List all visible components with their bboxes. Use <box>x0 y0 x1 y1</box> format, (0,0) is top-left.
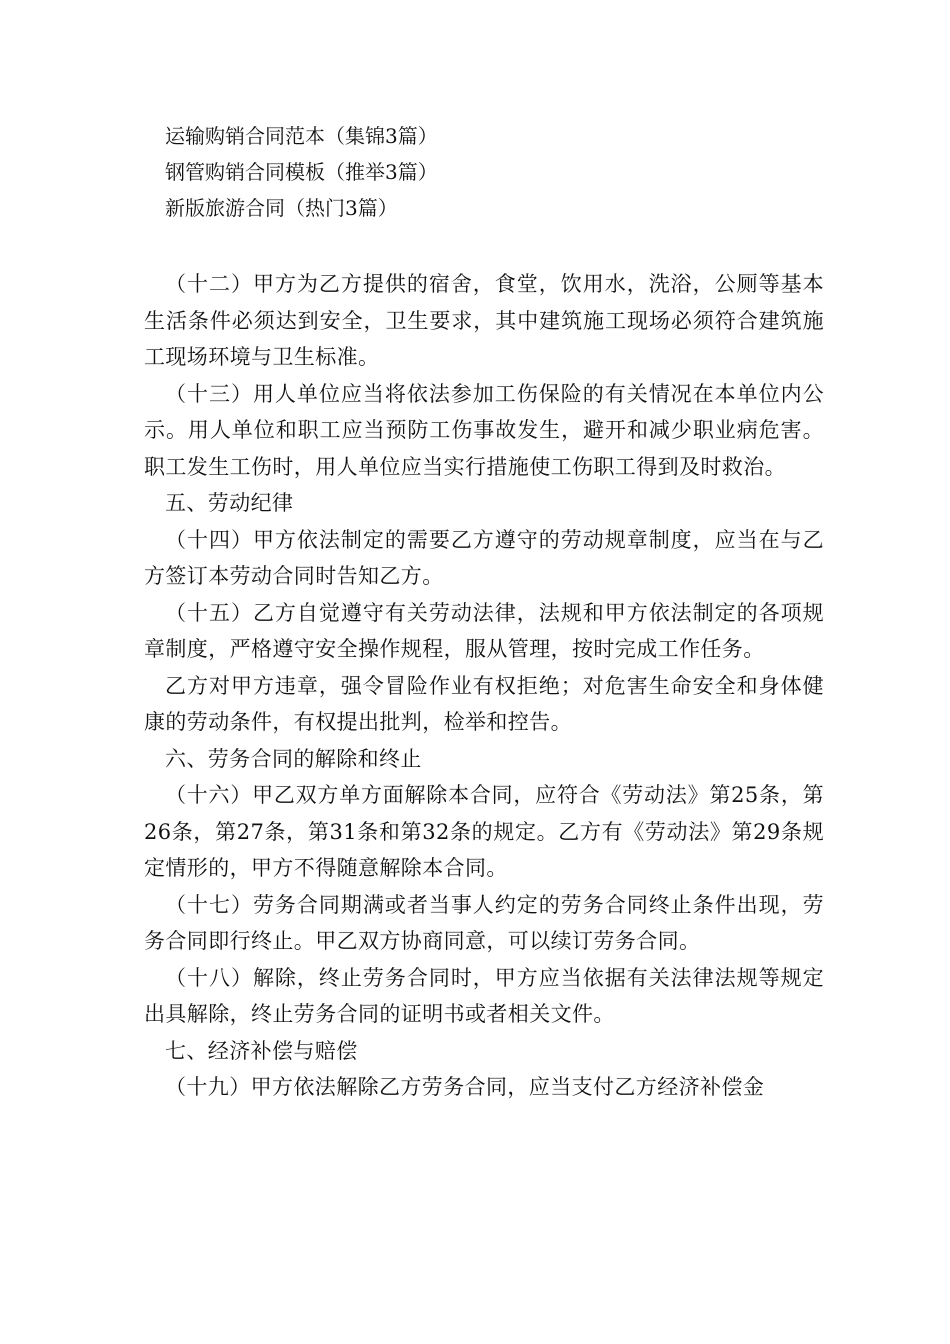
paragraph-refusal-rights: 乙方对甲方违章，强令冒险作业有权拒绝；对危害生命安全和身体健康的劳动条件，有权提出批判，检举和控告。 <box>144 673 824 734</box>
related-links-list <box>165 118 825 226</box>
paragraph-clause-17: （十七）劳务合同期满或者当事人约定的劳务合同终止条件出现，劳务合同即行终止。甲乙双方协商同意，可以续订劳务合同。 <box>144 892 824 953</box>
section-heading-labor-discipline: 五、劳动纪律 <box>165 491 294 515</box>
related-link[interactable]: 运输购销合同范本（集锦3篇） <box>165 124 438 148</box>
paragraph-clause-13: （十三）用人单位应当将依法参加工伤保险的有关情况在本单位内公示。用人单位和职工应当预防工伤事故发生，避开和减少职业病危害。职工发生工伤时，用人单位应当实行措施使工伤职工得到及时救治。 <box>144 381 824 479</box>
paragraph-clause-12: （十二）甲方为乙方提供的宿舍，食堂，饮用水，洗浴，公厕等基本生活条件必须达到安全，卫生要求，其中建筑施工现场必须符合建筑施工现场环境与卫生标准。 <box>144 272 824 369</box>
paragraph-clause-19: （十九）甲方依法解除乙方劳务合同，应当支付乙方经济补偿金 <box>165 1075 765 1099</box>
related-link[interactable]: 钢管购销合同模板（推举3篇） <box>165 160 438 184</box>
paragraph-clause-18: （十八）解除，终止劳务合同时，甲方应当依据有关法律法规等规定出具解除，终止劳务合同的证明书或者相关文件。 <box>144 965 824 1026</box>
paragraph-clause-14: （十四）甲方依法制定的需要乙方遵守的劳动规章制度，应当在与乙方签订本劳动合同时告知乙方。 <box>144 527 824 588</box>
paragraph-clause-15: （十五）乙方自觉遵守有关劳动法律，法规和甲方依法制定的各项规章制度，严格遵守安全操作规程，服从管理，按时完成工作任务。 <box>144 600 824 661</box>
section-heading-termination: 六、劳务合同的解除和终止 <box>165 746 422 771</box>
related-link[interactable]: 新版旅游合同（热门3篇） <box>165 196 398 220</box>
paragraph-clause-16: （十六）甲乙双方单方面解除本合同，应符合《劳动法》第25条，第26条，第27条，第31条和第32条的规定。乙方有《劳动法》第29条规定情形的，甲方不得随意解除本合同。 <box>144 783 824 880</box>
section-heading-compensation: 七、经济补偿与赔偿 <box>165 1038 358 1063</box>
document-body <box>144 266 824 1106</box>
